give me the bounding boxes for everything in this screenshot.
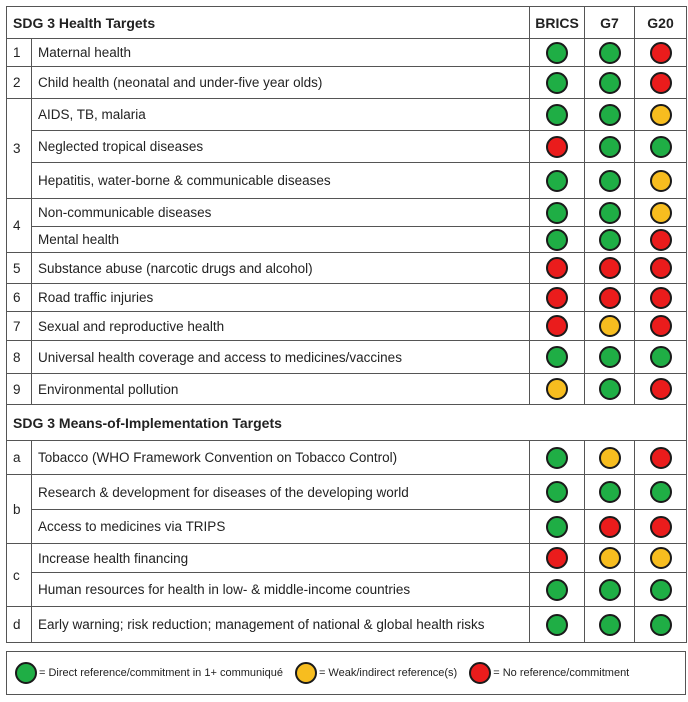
table-row [7,163,687,199]
status-cell-g7 [585,510,635,544]
red-status-indicator [650,287,672,309]
green-status-indicator [599,346,621,368]
green-status-indicator [546,72,568,94]
target-label: Tobacco (WHO Framework Convention on Tobacco Control) [32,441,530,475]
red-status-indicator [650,447,672,469]
green-status-indicator [546,579,568,601]
target-number: 3 [7,99,32,199]
green-status-indicator [650,481,672,503]
status-cell-brics [530,163,585,199]
yellow-status-indicator [650,202,672,224]
green-status-indicator [650,614,672,636]
status-cell-g20 [635,99,687,131]
target-label: AIDS, TB, malaria [32,99,530,131]
header-row [7,7,687,39]
green-status-indicator [546,614,568,636]
status-cell-brics [530,227,585,253]
status-cell-g7 [585,441,635,475]
green-status-indicator [599,481,621,503]
green-status-indicator [546,447,568,469]
green-status-indicator [546,346,568,368]
status-cell-g7 [585,227,635,253]
status-cell-g20 [635,67,687,99]
status-cell-brics [530,199,585,227]
yellow-legend-indicator [295,662,317,684]
table-row [7,199,687,227]
green-status-indicator [546,202,568,224]
table-row [7,573,687,607]
status-cell-brics [530,341,585,374]
status-cell-brics [530,312,585,341]
yellow-status-indicator [599,547,621,569]
section-title-health: SDG 3 Health Targets [7,7,530,39]
status-cell-g20 [635,163,687,199]
status-cell-g20 [635,312,687,341]
status-cell-g20 [635,227,687,253]
green-status-indicator [599,136,621,158]
status-cell-g20 [635,544,687,573]
green-status-indicator [650,136,672,158]
legend-text: = Weak/indirect reference(s) [318,667,458,679]
target-number: b [7,475,32,544]
target-number: 6 [7,284,32,312]
green-status-indicator [599,579,621,601]
green-status-indicator [546,42,568,64]
status-cell-g7 [585,544,635,573]
status-cell-brics [530,284,585,312]
status-cell-brics [530,510,585,544]
status-cell-brics [530,374,585,405]
yellow-status-indicator [650,170,672,192]
target-label: Neglected tropical diseases [32,131,530,163]
status-cell-g20 [635,199,687,227]
green-status-indicator [599,42,621,64]
table-row [7,341,687,374]
column-header-brics: BRICS [530,7,585,39]
table-row [7,67,687,99]
status-cell-g20 [635,39,687,67]
status-cell-g7 [585,163,635,199]
green-status-indicator [599,202,621,224]
column-header-g20: G20 [635,7,687,39]
status-cell-g7 [585,573,635,607]
red-status-indicator [650,516,672,538]
status-cell-brics [530,253,585,284]
legend-text: = No reference/commitment [493,667,630,679]
target-label: Non-communicable diseases [32,199,530,227]
status-cell-g7 [585,607,635,643]
target-label: Mental health [32,227,530,253]
status-cell-g20 [635,341,687,374]
target-label: Early warning; risk reduction; management of national & global health risks [32,607,530,643]
status-cell-g20 [635,253,687,284]
sdg3-targets-table [6,6,687,643]
status-cell-g7 [585,475,635,510]
target-label: Substance abuse (narcotic drugs and alcohol) [32,253,530,284]
table-row [7,99,687,131]
target-label: Increase health financing [32,544,530,573]
yellow-status-indicator [599,447,621,469]
green-status-indicator [546,516,568,538]
yellow-status-indicator [650,104,672,126]
table-row [7,131,687,163]
red-status-indicator [546,287,568,309]
status-cell-brics [530,607,585,643]
status-cell-g7 [585,341,635,374]
table-row [7,39,687,67]
red-status-indicator [650,257,672,279]
target-number: 4 [7,199,32,253]
target-number: 2 [7,67,32,99]
green-status-indicator [546,229,568,251]
status-cell-g20 [635,475,687,510]
section-header-row [7,405,687,441]
legend-text: = Direct reference/commitment in 1+ communiqué [39,667,283,679]
red-status-indicator [650,229,672,251]
status-cell-brics [530,131,585,163]
target-number: 7 [7,312,32,341]
target-label: Access to medicines via TRIPS [32,510,530,544]
green-status-indicator [599,170,621,192]
status-cell-brics [530,441,585,475]
table-row [7,253,687,284]
table-row [7,374,687,405]
green-legend-indicator [15,662,37,684]
target-number: 8 [7,341,32,374]
target-label: Environmental pollution [32,374,530,405]
table-row [7,544,687,573]
status-cell-brics [530,573,585,607]
status-cell-g20 [635,374,687,405]
status-cell-g20 [635,510,687,544]
status-cell-g7 [585,284,635,312]
status-cell-g7 [585,131,635,163]
target-label: Sexual and reproductive health [32,312,530,341]
green-status-indicator [546,104,568,126]
status-cell-g20 [635,131,687,163]
status-cell-g7 [585,253,635,284]
green-status-indicator [599,614,621,636]
table-row [7,475,687,510]
red-legend-indicator [469,662,491,684]
red-status-indicator [546,257,568,279]
red-status-indicator [599,287,621,309]
status-cell-g7 [585,312,635,341]
table-row [7,227,687,253]
target-number: 9 [7,374,32,405]
green-status-indicator [650,579,672,601]
yellow-status-indicator [599,315,621,337]
status-cell-g7 [585,67,635,99]
yellow-status-indicator [650,547,672,569]
table-row [7,441,687,475]
red-status-indicator [650,42,672,64]
status-cell-g7 [585,39,635,67]
red-status-indicator [650,378,672,400]
red-status-indicator [650,315,672,337]
legend [6,651,686,695]
status-cell-g20 [635,607,687,643]
red-status-indicator [599,516,621,538]
target-number: a [7,441,32,475]
status-cell-brics [530,67,585,99]
status-cell-brics [530,544,585,573]
table-row [7,510,687,544]
target-number: 1 [7,39,32,67]
target-label: Universal health coverage and access to medicines/vaccines [32,341,530,374]
green-status-indicator [599,104,621,126]
table-row [7,284,687,312]
green-status-indicator [599,72,621,94]
column-header-g7: G7 [585,7,635,39]
status-cell-g7 [585,99,635,131]
target-label: Road traffic injuries [32,284,530,312]
status-cell-brics [530,99,585,131]
status-cell-brics [530,39,585,67]
status-cell-brics [530,475,585,510]
target-number: 5 [7,253,32,284]
red-status-indicator [599,257,621,279]
table-body [7,7,687,643]
target-label: Hepatitis, water-borne & communicable diseases [32,163,530,199]
red-status-indicator [546,315,568,337]
table-row [7,607,687,643]
status-cell-g20 [635,441,687,475]
green-status-indicator [650,346,672,368]
red-status-indicator [546,136,568,158]
red-status-indicator [546,547,568,569]
red-status-indicator [650,72,672,94]
target-label: Maternal health [32,39,530,67]
target-number: d [7,607,32,643]
status-cell-g7 [585,199,635,227]
table-row [7,312,687,341]
status-cell-g20 [635,573,687,607]
target-number: c [7,544,32,607]
target-label: Child health (neonatal and under-five year olds) [32,67,530,99]
yellow-status-indicator [546,378,568,400]
status-cell-g7 [585,374,635,405]
green-status-indicator [546,170,568,192]
green-status-indicator [599,229,621,251]
status-cell-g20 [635,284,687,312]
section-title-means: SDG 3 Means-of-Implementation Targets [7,405,687,441]
target-label: Human resources for health in low- & middle-income countries [32,573,530,607]
target-label: Research & development for diseases of the developing world [32,475,530,510]
green-status-indicator [546,481,568,503]
green-status-indicator [599,378,621,400]
